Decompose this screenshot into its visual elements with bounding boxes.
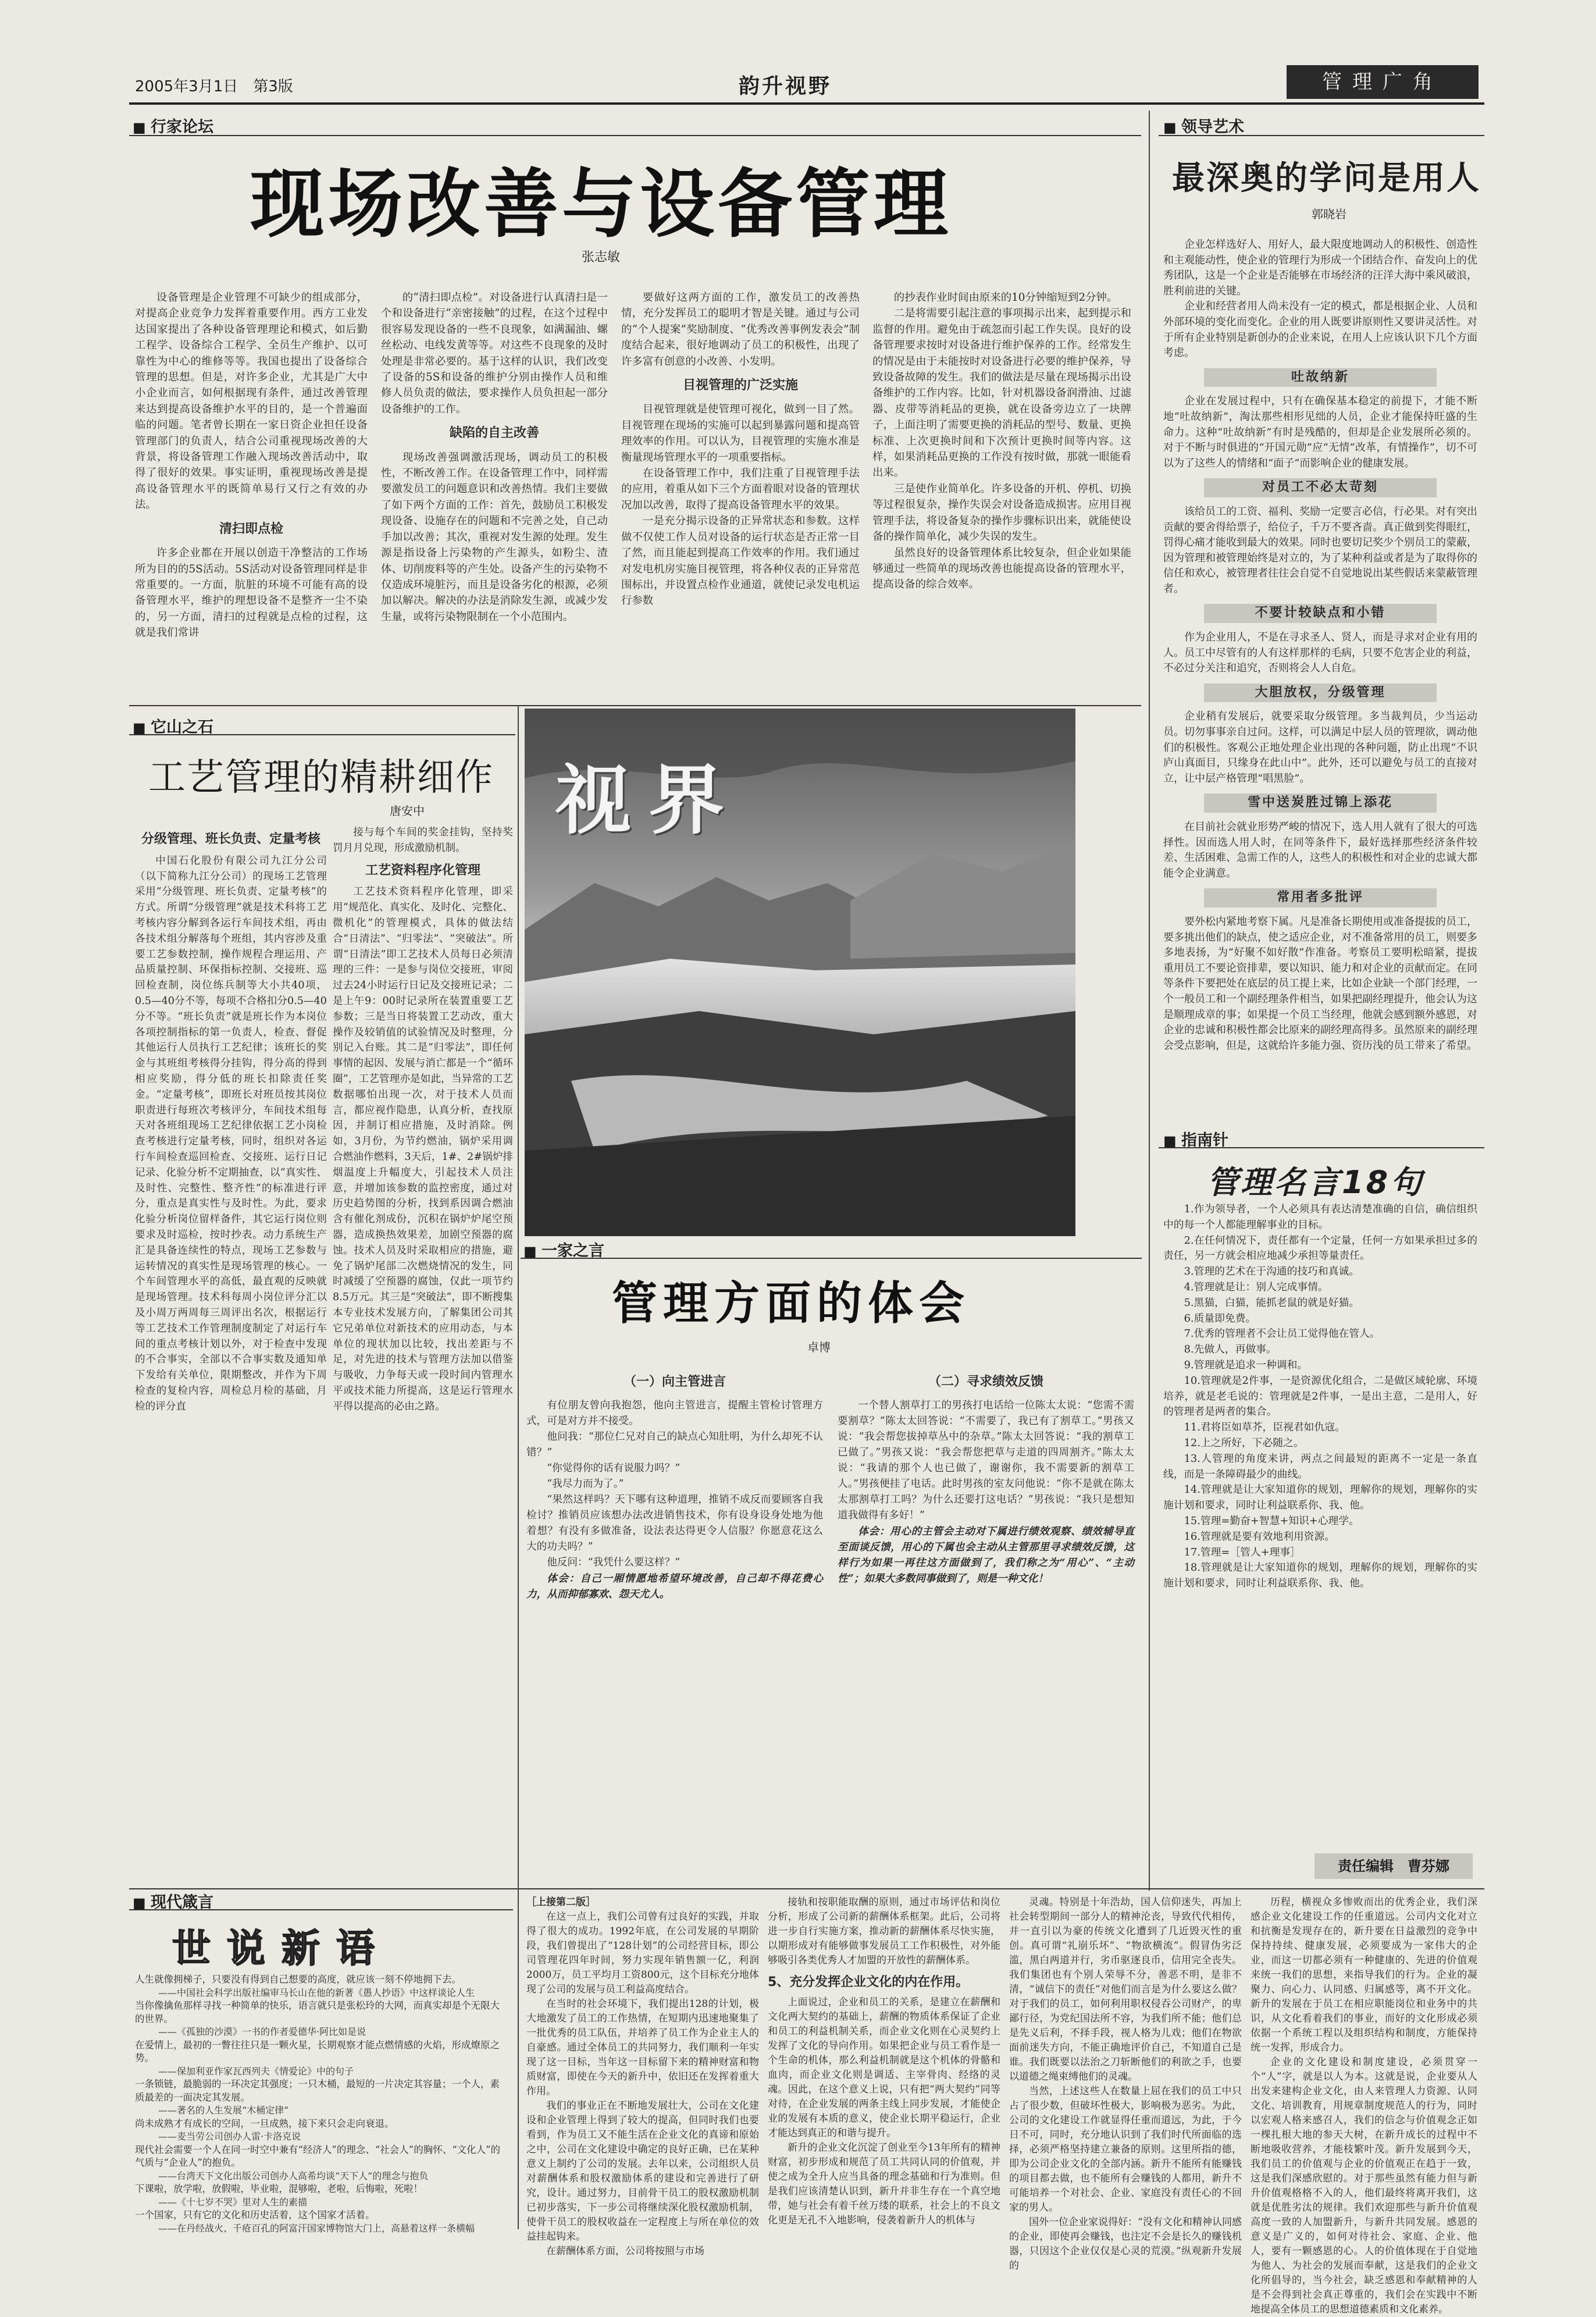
paragraph: 他反问：“我凭什么要这样？” [547, 1557, 681, 1568]
article7-col3 [1009, 1895, 1242, 2272]
article-title-4: 管理方面的体会 [612, 1277, 971, 1330]
article1-col2 [381, 290, 608, 697]
paragraph: 中国石化股份有限公司九江分公司（以下简称九江分公司）的现场工艺管理采用“分级管理、班长负责、定量考核”的方式。所谓“分级管理”就是技术科将工艺考核内容分解到各运行车间技术组，再由各技术组分解落每个班组，其内容涉及重要工艺参数控制，操作规程合理运用、产品质量控制、环保指标控制、交接班、巡回检查制，岗位练兵制等大小共40项，0.5—40分不等，每项不合格扣分0.5—40分不等。“班长负责”就是班长作为本岗位各项控制指标的第一负责人，检查、督促其他运行人员执行工艺纪律；该班长的奖金与其班组考核得分挂钩，得分高的得到相应奖励，得分低的班长扣除责任奖金。“定量考核”，即班长对班员按其岗位职责进行每班次考核评分，车间技术组每天对各班组现场工艺纪律依据工艺小岗检查考核进行定量考核，同时，组织对各运行车间检查巡回检查、交接班、运行日记记录、化验分析不定期抽查，以“真实性、及时性、完整性、整齐性”的标准进行评分，重点是真实性与及时性。为此，要求化验分析岗位留样备件，其它运行岗位则要求及时巡检，按时抄表。动力系统生产汇是具备连续性的特点，现场工艺参数与运转情况的真实性是现场管理的核心。一个车间管理水平的高低，最直观的反映就是现场管理。技术科每周小岗位评分汇以及小周万两周每三周评出名次，根据运行等工艺技术工作管理制度制定了对运行车间的重点考核计划以外，对于检查中发现的不合事实，全部以不合事实数及通知单下发给有关单位，限期整改，并作为下周检查的复检内容，周检总月检的基础，月检的评分直 [135, 855, 327, 1412]
divider [129, 734, 515, 735]
paragraph: 企业在发展过程中，只有在确保基本稳定的前提下，才能不断地“吐故纳新”，淘汰那些相形见绌的人员，企业才能保持旺盛的生命力。这种“吐故纳新”有时是残酷的，但却是企业发展所必须的。对于不断与时俱进的“开国元勋”应“无情”改革，有情操作”，切不可以为了这些人的情绪和“面子”而影响企业的健康发展。 [1163, 395, 1477, 469]
author-3: 唐安中 [390, 804, 425, 818]
list-item: 11.君将臣如草芥，臣视君如仇寇。 [1184, 1421, 1345, 1434]
paragraph: 接轨和按职能取酬的原则，通过市场评估和岗位分析，形成了公司新的薪酬体系框架。此后，公司将进一步自行实施方案，推动新的薪酬体系尽快实施，以期形成对有能够做事发展员工工作积极性，对外能够吸引各类优秀人才加盟的开放性的薪酬体系。 [768, 1896, 1000, 1966]
list-item: 2.在任何情况下，责任都有一个定量，任何一方如果承担过多的责任，另一方就会相应地减少承担等量责任。 [1163, 1234, 1477, 1262]
paragraph: 一是充分揭示设备的正异常状态和参数。这样做不仅使工作人员对设备的运行状态是否正常一目了然，而且能起到提高工作效率的作用。我们通过对发电机房实施目视管理，将各种仪表的正异常范围标出，并设置点检作业通道，就使记录发电机运行参数 [621, 515, 860, 607]
subheading: 不要计较缺点和小错 [1204, 604, 1437, 623]
paragraph: 三是使作业简单化。许多设备的开机、停机、切换等过程很复杂，操作失误会对设备造成损害。应用目视管理手法，将设备复杂的操作步骤标识出来，就能使设备的操作简单化，减少失误的发生。 [872, 482, 1131, 543]
quote [135, 2039, 507, 2078]
paragraph: 工艺技术资料程序化管理，即采用“规范化、真实化、及时化、完整化、微机化”的管理模式，具体的做法结合“日清法”、“归零法”、“突破法”。所谓“日清法”即工艺技术人员每日必须清理的三件：一是参与岗位交接班，审阅过去24小时运行日记及交接班记录；二是上午9：00时记录所在装置重要工艺参数；三是当日将装置工艺动改，重大操作及较销值的试验情况及时整理，分别记入台账。其二是“归零法”，即任何事情的起因、发展与消亡都是一个“循环圈”，工艺管理亦是如此，当异常的工艺数据哪怕出现一次，对于技术人员而言，都应视作隐患，认真分析，查找原因，并制订相应措施，及时消除。例如，3月份，为节约燃油，锅炉采用调合燃油作燃料，3天后，1#、2#锅炉排烟温度上升幅度大，引起技术人员注意，并增加该参数的监控密度，通过对历史趋势图的分析，找到系因调合燃油含有催化剂成份，沉积在锅炉炉尾空预器，造成换热效果差，加剧空预器的腐蚀。技术人员及时采取相应的措施，避免了锅炉尾部二次燃烧情况的发生，同时减缓了空预器的腐蚀，仅此一项节约8.5万元。其三是“突破法”，即不断搜集本专业技术发展方向，了解集团公司其它兄弟单位对新技术的应用动态，与本单位的现状加以比较，找出差距与不足，对先进的技术与管理方法加以借鉴与吸收，力争每天或一段时间内管理水平或技术能力所提高，这是运行管理水平得以提高的必由之路。 [333, 886, 513, 1412]
quote-text: 在爱情上，最初的一瞥往往只是一颗火星，长期观察才能点燃情感的火焰，形成燎原之势。 [135, 2039, 500, 2063]
subheading: 大胆放权，分级管理 [1204, 684, 1437, 703]
article7-col2 [768, 1895, 1000, 2227]
paragraph: 国外一位企业家说得好：“没有文化和精神认同感的企业，即使再会赚钱，也注定不会是长久的赚钱机器，只因这个企业仅仅是心灵的荒漠。”纵观新升发展的 [1009, 2216, 1242, 2272]
paragraph: 设备管理是企业管理不可缺少的组成部分，对提高企业竞争力发挥着重要作用。西方工业发达国家提出了各种设备管理理论和模式，如后勤工程学、设备综合工程学、全员生产维护、以可靠性为中心的维修等等。我国也提出了设备综合管理的思想。但是，对许多企业，尤其是广大中小企业而言，如何根据现有条件，通过改善管理来达到提高设备维护水平的目的，是一个普遍面临的问题。笔者曾长期在一家日资企业担任设备管理部门的负责人，结合公司重视现场改善的大背景，将设备管理工作融入现场改善活动中，取得了很好的效果。事实证明，重视现场改善是提高设备管理水平的既简单易行又行之有效的办法。 [135, 291, 368, 511]
paragraph: “果然这样吗？天下哪有这种道理，推销不成反而要顾客自我检讨？推销员应该想办法改进销售技术，你有设身设身处地为他着想？有没有多做准备，设法表达得更令人信服？你愿意花这么大的功夫吗？” [526, 1494, 823, 1553]
responsible-editor: 责任编辑 曹芬娜 [1314, 1853, 1473, 1879]
list-item: 9.管理就是追求一种调和。 [1184, 1358, 1308, 1371]
article3-col1 [135, 825, 327, 1878]
paragraph: 在当时的社会环境下，我们提出128的计划，极大地激发了员工的工作热情，在短期内迅速地聚集了一批优秀的员工队伍，并培养了员工作为企业主人的自豪感。通过全体员工的共同努力，我们顺利一年实现了这一目标，当年这一目标留下来的精神财富和物质财富，即使在今天的新升中，依旧还在发挥着重大作用。 [526, 1998, 759, 2097]
author-1: 张志敏 [582, 250, 621, 265]
subheading: 5、充分发挥企业文化的内在作用。 [768, 1975, 969, 1989]
subheading: 工艺资料程序化管理 [365, 863, 480, 878]
list-item: 4.管理就是让：别人完成事情。 [1184, 1280, 1328, 1293]
quote [135, 1999, 507, 2039]
paragraph: 当然，上述这些人在数量上屈在我们的员工中只占了很少数，但破坏性极大，影响极为恶劣。为此，公司的文化建设工作就显得任重而道远，为此，于今日不可，同时，充分地认识到了我们时代所面临的选择，必须严格坚持建立兼备的原则。这里所指的德，即为公司企业文化的全部内涵。新升不能所有能赚钱的项目都去做，也不能所有会赚钱的人都用，新升不可能培养一个对社会、企业、家庭没有责任心的不回家的男人。 [1009, 2085, 1242, 2213]
quote-text: 下课啦，放学啦，放假啦，毕业啦，混够啦，老啦，后悔啦，死啦！ [135, 2183, 423, 2194]
article-title-1: 现场改善与设备管理 [250, 161, 952, 248]
author-2: 郭晓岩 [1312, 207, 1346, 221]
divider [1159, 1147, 1484, 1148]
section-label-5: ■ 现代箴言 [133, 1889, 213, 1912]
paragraph: 目视管理就是使管理可视化，做到一目了然。目视管理在现场的实施可以起到暴露问题和提高管理效率的作用。可以认为，目视管理的实施水准是衡量现场管理水平的一项重要指标。 [621, 403, 860, 464]
list-item: 16.管理就是要有效地利用资源。 [1184, 1530, 1335, 1543]
paragraph: 在目前社会就业形势严峻的情况下，选人用人就有了很大的可选择性。因而选人用人时，在同等条件下，最好选择那些经济条件较差、生活困难、急需工作的人，这些人的积极性和对企业的忠诚大都能令企业满意。 [1163, 821, 1477, 880]
paragraph: 在设备管理工作中，我们注重了目视管理手法的应用，着重从如下三个方面着眼对设备的管理状况加以改善，取得了提高设备管理水平的效果。 [621, 467, 860, 511]
subheading: 目视管理的广泛实施 [682, 378, 798, 393]
paragraph: 接与每个车间的奖金挂钩，坚持奖罚月月兑现，形成激励机制。 [333, 827, 513, 854]
article6-list [1163, 1202, 1477, 1850]
article7-col1 [526, 1895, 759, 2257]
paragraph: 企业怎样选好人、用好人，最大限度地调动人的积极性、创造性和主观能动性，使企业的管理行为形成一个团结合作、奋发向上的优秀团队，这是一个企业是否能够在市场经济的汪洋大海中乘风破浪，胜利前进的关键。 [1163, 239, 1477, 297]
quote [135, 2078, 507, 2117]
section-label-6: ■ 指南针 [1163, 1127, 1228, 1150]
divider [521, 1258, 1142, 1259]
article1-col4 [872, 290, 1131, 697]
paragraph: 在这一点上，我们公司曾有过良好的实践，并取得了很大的成功。1992年底，在公司发展的早期阶段，我们曾提出了“128计划”的公司经营目标，即公司管理花四年时间，努力实现年销售额一亿，利润2000万，员工平均月工资800元，这个目标充分地体现了公司的发展与员工利益高度结合。 [526, 1911, 759, 1995]
quote-text: 现代社会需要一个人在同一时空中兼有“经济人”的理念、“社会人”的胸怀、“文化人”的气质与“企业人”的抱负。 [135, 2144, 501, 2168]
paragraph: 上面说过，企业和员工的关系，是建立在薪酬和文化两大契约的基础上，薪酬的物质体系保证了企业和员工的利益机制关系，而企业文化则在心灵契约上发挥了文化的导向作用。如果把企业与员工看作是一个生命的机体，那么利益机制就是这个机体的骨骼和血肉，而企业文化则是调适、主宰骨肉、经络的灵魂。因此，在这个意义上说，只有把“两大契约”同等对待，在企业发展的两条主线上同步发展，才能使企业的发展有本质的意义，使企业长期平稳运行，企业才能达到真正的和谐与提升。 [768, 1996, 1000, 2139]
article7-col4 [1251, 1895, 1477, 2315]
paragraph: 灵魂。特别是十年浩劫，国人信仰迷失，再加上社会转型期间一部分人的精神沦丧，导致代代相传，并一直引以为豪的传统文化遭到了几近毁灭性的重创。真可谓“礼崩乐坏”、“物欲横流”。假冒伪劣泛滥，黑白两道并行，劣币驱逐良币，信用完全丧失。我们集团也有个别人荣辱不分，善恶不明，是非不清，“诚信下的责任”对他们而言是为什么要这么做？对于我们的员工，如何利用职权侵吞公司财产，的卑鄙行径，为党纪国法所不容，为我们所不能；他们总是先义后利，不择手段，视人格为儿戏；他们在物欲面前迷失方向，不能正确地评价自己，不知道自己是谁。我们既要以法治之刀斩断他们的利欲之手，也要以道德之绳束缚他们的灵魂。 [1009, 1896, 1242, 2083]
paragraph: 要做好这两方面的工作，激发员工的改善热情，充分发挥员工的聪明才智是关键。通过与公司的“个人提案”奖励制度、“优秀改善事例发表会”制度结合起来，很好地调动了员工的积极性，出现了许多富有创意的小改善、小发明。 [621, 291, 860, 368]
quote-text: 一个国家，只有它的文化和历史活着，这个国家才活着。 [135, 2209, 375, 2220]
section-tag: 管理广角 [1287, 65, 1479, 99]
divider [129, 1888, 1484, 1889]
header-rule [129, 102, 1484, 105]
article3-col2 [333, 825, 513, 1878]
article2-body [1163, 237, 1477, 1080]
quote-text: 一条锁链，最脆弱的一环决定其强度；一只木桶，最短的一片决定其容量；一个人，素质最差的一面决定其发展。 [135, 2078, 500, 2103]
quote [135, 1973, 507, 1999]
section-label-4: ■ 一家之言 [523, 1238, 604, 1261]
list-item: 8.先做人，再做事。 [1184, 1343, 1277, 1356]
paragraph: 该给员工的工资、福利、奖励一定要言必信，行必果。对有突出贡献的要舍得给票子，给位子，千万不要吝啬。真正做到奖得眼红，罚得心痛才能收到最大的效果。同时也要切记奖少个别员工的蒙蔽，因为管理和被管理始终是对立的，为了某种利益或者是为了取得你的信任和欢心，被管理者往往会自觉不自觉地说出某些假话来蒙蔽管理者。 [1163, 505, 1477, 595]
paper-name: 韵升视野 [739, 74, 832, 98]
paragraph: 历程，横视众多惨败而出的优秀企业，我们深感企业文化建设工作的任重道远。公司内文化对立和抗衡是发现存在的，新升要在日益激烈的竞争中保持持续、健康发展，必须要成为一家伟大的企业，而这一切都必须有一种健康的、先进的价值观来统一我们的思想，来指导我们的行为。企业的凝聚力、向心力、认同感、归属感等，离不开文化。新升的发展在于员工在相应职能岗位和业务中的共识，从文化看着我们的事业，而好的文化形成必须依据一个系统工程以及组织结构和制度，方能保持统一发挥，形成合力。 [1251, 1896, 1477, 2053]
issue-date: 2005年3月1日 第3版 [135, 78, 293, 95]
quote-source: ——台湾天下文化出版公司创办人高希均谈“天下人”的理念与抱负 [158, 2170, 429, 2181]
quote-text: 人生就像拥梯子，只要没有得到自己想要的高度，就应该一刻不停地拥下去。 [135, 1974, 461, 1985]
list-item: 1.作为领导者，一个人必须具有表达清楚准确的自信，确信组织中的每一个人都能理解事业的目标。 [1163, 1203, 1477, 1231]
paragraph: “你觉得你的话有说服力吗？” [547, 1462, 681, 1474]
quote-source: ——《孤独的沙漠》一书的作者爱德华·阿比如是说 [158, 2026, 366, 2037]
list-item: 7.优秀的管理者不会让员工觉得他在管人。 [1184, 1327, 1380, 1340]
subheading: （二）寻求绩效反馈 [928, 1375, 1043, 1389]
paragraph: 体会：自己一厢情愿地希望环境改善，自己却不得花费心力，从而抑郁寡欢、怨天尤人。 [526, 1572, 823, 1600]
paragraph: “我尽力而为了。” [547, 1478, 624, 1490]
list-item: 3.管理的艺术在于沟通的技巧和真诚。 [1184, 1265, 1360, 1278]
list-item: 18.管理就是让大家知道你的规划，理解你的规划，理解你的实施计划和要求，同时让利益联系你、我、他。 [1163, 1561, 1477, 1590]
article1-col1 [135, 290, 368, 697]
quote-source: ——中国社会科学出版社编审马长山在他的新著《愚人抄语》中这样谈论人生 [158, 1987, 475, 1998]
list-item: 17.管理=［管人+理事］ [1184, 1546, 1301, 1558]
subheading: 清扫即点检 [219, 521, 283, 536]
article-title-3: 工艺管理的精耕细作 [148, 756, 494, 799]
paragraph: 企业的文化建设和制度建设，必须贯穿一个“人”字，就是以人为本。这就是说，企业要从人出发来建构企业文化，由人来管理人力资源、认同文化、培训教育，用规章制度规范人的行为，同时以宏观人格来感召人，我们的信念与价值观念正如一棵扎根大地的参天大树，在新升成长的过程中不断地吸收营养，才能枝繁叶茂。新升发展到今天，我们员工的价值观与企业的价值观正在趋于一致，这是我们深感欣慰的。对于那些虽然有能力但与新升价值观格格不入的人，他们最终将离开我们，这就是优胜劣汰的规律。我们欢迎那些与新升价值观高度一致的人加盟新升，与新升共同发展。感恩的意义是广义的，如何对待社会、家庭、企业、他人，要有一颗感恩的心。人的价值体现在于自觉地为他人、为社会的发展而奉献，这是我们的企业文化所倡导的，当今社会，缺乏感恩和奉献精神的人是不会得到社会真正尊重的，我们会在实践中不断地提高全体员工的思想道德素质和文化素养。 [1251, 2056, 1477, 2315]
paragraph: 的“清扫即点检”。对设备进行认真清扫是一个和设备进行“亲密接触”的过程，在这个过程中很容易发现设备的一些不良现象，如满漏油、螺丝松动、电线发黄等等。对这些不良现象的及时处理是非常必要的。基于这样的认识，我们改变了设备的5S和设备的维护分别由操作人员和维修人员负责的做法，要求操作人员负担起一部分设备维护的工作。 [381, 291, 608, 415]
subheading: 吐故纳新 [1204, 368, 1437, 387]
article1-col3 [621, 290, 860, 697]
section-label-1: ■ 行家论坛 [133, 114, 213, 137]
quote-source: ——麦当劳公司创办人雷·卡洛克说 [158, 2131, 301, 2142]
subheading: 对员工不必太苛刻 [1204, 478, 1437, 497]
subheading: 分级管理、班长负责、定量考核 [141, 832, 320, 846]
list-item: 13.人管理的角度来讲，两点之间最短的距离不一定是一条直线，而是一条障碍最少的曲线。 [1163, 1452, 1477, 1480]
subheading: 常用者多批评 [1204, 888, 1437, 907]
article4-left [526, 1366, 823, 1727]
article-title-2: 最深奥的学问是用人 [1172, 159, 1481, 197]
paragraph: 现场改善强调激活现场，调动员工的积极性，不断改善工作。在设备管理工作中，同样需要激发员工的问题意识和改善热情。我们主要做了如下两个方面的工作：首先，鼓励员工积极发现设备、设施存在的问题和不完善之处，自己动手加以改善；其次，重视对发生源的处理。发生源是指设备上污染物的产生源头，如粉尘、渣体、切削废料等的产生处。设备产生的污染物不仅造成环境脏污，而且是设备劣化的根源，必须加以解决。解决的办法是消除发生源，或减少发生量，或将污染物限制在一个小范围内。 [381, 451, 608, 623]
article4-right [838, 1366, 1134, 1727]
paragraph: 我们的事业正在不断地发展壮大，公司在文化建设和企业管理上得到了较大的提高，但同时我们也要看到，作为员工又不能生活在企业文化的真谛和原始之中，公司在文化建设中确定的良好正确，已在某种意义上制约了公司的发展。去年以来，公司组织人员对薪酬体系和股权激励体系的建设和完善进行了研究，设计。通过努力，目前骨干员工的股权激励机制已初步落实，下一步公司将继续深化股权激励机制，使骨干员工的股权收益在一定程度上与所在单位的效益挂起钩来。 [526, 2100, 759, 2243]
subheading: （一）向主管进言 [623, 1375, 726, 1389]
paragraph: 企业和经营者用人尚未没有一定的模式，都是根据企业、人员和外部环境的变化而变化。企业的用人既要讲原则性又要讲灵活性。对于所有企业特别是新创办的企业来说，在用人上应该认识下几个方面考虑。 [1163, 300, 1477, 360]
paragraph: 企业稍有发展后，就要采取分级管理。多当裁判员，少当运动员。切勿事事亲自过问。这样，可以满足中层人员的管理欲，调动他们的积极性。客观公正地处理企业出现的各种问题，防止出现“不识庐山真面目，只缘身在此山中”。此外，还可以避免与员工的直接对立，让中层产格管理“唱黑脸”。 [1163, 710, 1477, 785]
list-item: 12.上之所好，下必随之。 [1184, 1436, 1304, 1449]
quotes-list [135, 1973, 507, 2234]
paragraph: 新升的企业文化沉淀了创业至今13年所有的精神财富，初步形成和规范了员工共同认同的价值观，并使之成为全升人应当具备的理念基础和行为准则。但是我们应该清楚认识到，新升并非生存在一个真空地带，她与社会有着千丝万缕的联系，社会上的不良文化更是无孔不入地影响，侵袭着新升人的机体与 [768, 2142, 1000, 2226]
divider [129, 705, 1141, 706]
author-4: 卓博 [807, 1340, 831, 1354]
list-item: 10.管理就是2件事，一是资源优化组合，二是做区域轮廓、环境培养，就是老毛说的：管理就是2件事，一是出主意，二是用人，好的管理者是两者的集合。 [1163, 1374, 1477, 1418]
quote-source: ——著名的人生发展“木桶定律” [158, 2105, 289, 2116]
list-item: 15.管理=勤奋+智慧+知识+心理学。 [1184, 1514, 1359, 1527]
subheading: 雪中送炭胜过锦上添花 [1204, 793, 1437, 813]
paragraph: 有位朋友曾向我抱怨，他向主管进言，提醒主管检讨管理方式，可是对方并不接受。 [526, 1400, 823, 1427]
list-item: 6.质量即免费。 [1184, 1312, 1256, 1325]
quote-text: 尚未成熟才有成长的空间，一旦成熟，接下来只会走向衰退。 [135, 2117, 394, 2129]
paragraph: 在薪酬体系方面，公司将按照与市场 [546, 2245, 704, 2257]
subheading: 缺陷的自主改善 [449, 426, 539, 441]
divider [129, 1909, 513, 1910]
quote-source: ——保加利亚作家瓦西列夫《情爱论》中的句子 [158, 2065, 354, 2077]
continued-label: ［上接第二版］ [526, 1896, 596, 1908]
list-item: 5.黑猫，白猫，能抓老鼠的就是好猫。 [1184, 1296, 1360, 1309]
quote-source: ——《十七岁不哭》里对人生的素描 [158, 2196, 308, 2208]
quote [135, 2209, 507, 2235]
paragraph: 他问我：“那位仁兄对自己的缺点心知肚明，为什么却死不认错？” [526, 1431, 823, 1458]
section-label-2: ■ 领导艺术 [1163, 114, 1244, 137]
divider [129, 135, 1141, 136]
paragraph: 的抄表作业时间由原来的10分钟缩短到2分钟。 [893, 291, 1118, 304]
divider [1159, 135, 1484, 136]
article-title-5: 世说新语 [172, 1926, 391, 1971]
section-label-3: ■ 它山之石 [133, 714, 213, 737]
quote [135, 2117, 507, 2144]
paragraph: 一个替人割草打工的男孩打电话给一位陈太太说：“您需不需要割草？”陈太太回答说：“不需要了，我已有了割草工。”男孩又说：“我会帮您拔掉草丛中的杂草。”陈太太回答说：“我的割草工已做了。”男孩又说：“我会帮您把草与走道的四周割齐。”陈太太说：“我请的那个人也已做了，谢谢你，我不需要新的割草工人。”男孩便挂了电话。此时男孩的室友问他说：“你不是就在陈太太那割草打工吗？为什么还要打这电话？”男孩说：“我只是想知道我做得有多好！” [838, 1400, 1134, 1521]
paragraph: 体会：用心的主管会主动对下属进行绩效观察、绩效辅导直至面谈反馈，用心的下属也会主动从主管那里寻求绩效反馈，这样行为如果一再往这方面做到了，我们称之为“用心”、“主动性”；如果大多数同事做到了，则是一种文化！ [838, 1525, 1134, 1585]
article-title-6: 管理名言18句 [1207, 1164, 1424, 1201]
quote-text: 当你像擒鱼那样寻找一种简单的快乐，语言就只是张松玲的大网，而真实却是个无限大的世界。 [135, 2000, 500, 2024]
column-rule [518, 705, 519, 2229]
photo-title: 视界 [555, 756, 742, 845]
column-rule [1149, 111, 1150, 1891]
paragraph: 作为企业用人，不是在寻求圣人、贤人，而是寻求对企业有用的人。员工中尽管有的人有这样那样的毛病，只要不危害企业的利益，不必过分关注和追究，否则将会人人自危。 [1163, 631, 1477, 675]
paragraph: 虽然良好的设备管理体系比较复杂，但企业如果能够通过一些简单的现场改善也能提高设备的管理水平，提高设备的综合效率。 [872, 546, 1131, 591]
paragraph: 要外松内紧地考察下属。凡是准备长期使用或准备提拔的员工，要多挑出他们的缺点，使之适应企业，对不准备常用的员工，则要多多地表扬，为“好聚不如好散”作准备。考察员工要明松暗紧，提拔重用员工不要论资排辈，要以知识、能力和对企业的贡献而定。在同等条件下要把处在底层的员工提上来，比如企业缺一个部门经理，一个一般员工和一个副经理条件相当，如果把副经理提升，他会认为这是顺理成章的事；如果提一个员工当经理，他就会感到额外感恩，对企业的忠诚和积极性都会比原来的副经理高得多。虽然原来的副经理会受点影响，但是，这就给许多能力强、资历浅的员工带来了希望。 [1163, 915, 1477, 1052]
paragraph: 许多企业都在开展以创造干净整洁的工作场所为目的的5S活动。5S活动对设备管理同样是非常重要的。一方面，肮脏的环境不可能有高的设备管理水平，维护的理想设备不是整齐一尘不染的，另一方面，清扫的过程就是点检的过程，这就是我们常讲 [135, 547, 368, 639]
paragraph: 二是将需要引起注意的事项揭示出来，起到提示和监督的作用。避免由于疏忽而引起工作失误。良好的设备管理要求按时对设备进行维护保养的工作。经常发生的情况是由于未能按时对设备进行必要的维护保养，导致设备故障的发生。我们的做法是尽量在现场揭示出设备维护的工作内容。比如，针对机器设备润滑油、过滤器、皮带等消耗品的更换，就在设备旁边立了一块牌子，上面注明了需要更换的消耗品的型号、数量、更换标准、上次更换时间和下次预计更换时间等内容。这样，如果消耗品更换的工作没有按时做，那就一眼能看出来。 [872, 307, 1131, 479]
list-item: 14.管理就是让大家知道你的规划，理解你的规划，理解你的实施计划和要求，同时让利益联系你、我、他。 [1163, 1483, 1477, 1512]
quote-source: ——在丹经战火、千疮百孔的阿富汗国家博物馆大门上，高悬着这样一条横幅 [158, 2222, 475, 2234]
quote [135, 2183, 507, 2209]
quote [135, 2144, 507, 2183]
